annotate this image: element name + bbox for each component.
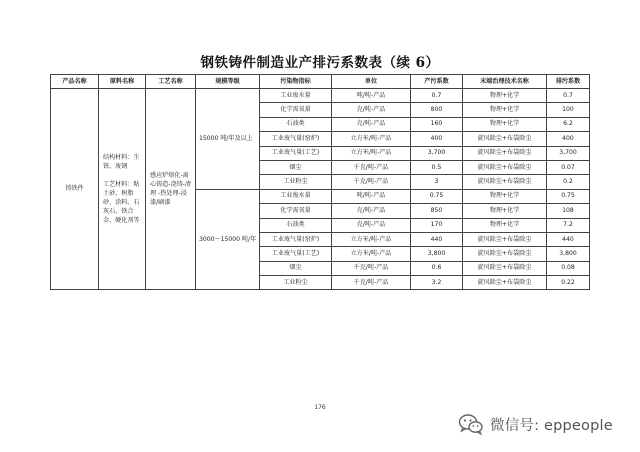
unit-cell: 吨/吨-产品: [332, 89, 411, 103]
unit-cell: 千克/吨-产品: [332, 160, 411, 174]
treatment-tech-cell: 旋风除尘+布袋除尘: [463, 146, 547, 160]
unit-cell: 吨/吨-产品: [332, 189, 411, 203]
discharge-coef-cell: 0.7: [547, 89, 590, 103]
scale-cell: 3000～15000 吨/年: [196, 189, 260, 290]
pollutant-cell: 化学需氧量: [260, 103, 332, 117]
unit-cell: 克/吨-产品: [332, 218, 411, 232]
header-scale: 规模等级: [196, 75, 260, 89]
generation-coef-cell: 400: [411, 132, 463, 146]
treatment-tech-cell: 旋风除尘+布袋除尘: [463, 160, 547, 174]
treatment-tech-cell: 物理+化学: [463, 103, 547, 117]
unit-cell: 立方米/吨-产品: [332, 247, 411, 261]
pollutant-cell: 工业废水量: [260, 89, 332, 103]
generation-coef-cell: 3,800: [411, 247, 463, 261]
emission-coefficient-table: [50, 74, 590, 290]
generation-coef-cell: 3,700: [411, 146, 463, 160]
discharge-coef-cell: 0.07: [547, 160, 590, 174]
pollutant-cell: 烟尘: [260, 261, 332, 275]
unit-cell: 立方米/吨-产品: [332, 232, 411, 246]
unit-cell: 立方米/吨-产品: [332, 132, 411, 146]
discharge-coef-cell: 3,800: [547, 247, 590, 261]
pollutant-cell: 石油类: [260, 218, 332, 232]
treatment-tech-cell: 物理+化学: [463, 117, 547, 131]
header-pollutant: 污染物指标: [260, 75, 332, 89]
treatment-tech-cell: 物理+化学: [463, 189, 547, 203]
material-text: 结构材料：生铁、废钢 工艺材料：粘土砂、树脂砂、涂料、石灰石、铁合金、硬化剂等: [103, 154, 140, 225]
pollutant-cell: 化学需氧量: [260, 204, 332, 218]
pollutant-cell: 工业废气量(窑炉): [260, 232, 332, 246]
header-treatment-tech: 末端治理技术名称: [463, 75, 547, 89]
discharge-coef-cell: 100: [547, 103, 590, 117]
generation-coef-cell: 3: [411, 175, 463, 189]
table-row: [51, 89, 590, 103]
page-title: 钢铁铸件制造业产排污系数表（续 6）: [200, 55, 440, 71]
unit-cell: 千克/吨-产品: [332, 276, 411, 290]
header-unit: 单位: [332, 75, 411, 89]
wechat-icon: [458, 412, 484, 436]
header-material: 原料名称: [99, 75, 146, 89]
process-cell: 感应炉熔化-离心铸造-浇铸-清理 -热处理-浸漆/刷漆: [146, 89, 196, 290]
table-body: [51, 89, 590, 290]
treatment-tech-cell: 旋风除尘+布袋除尘: [463, 261, 547, 275]
discharge-coef-cell: 0.08: [547, 261, 590, 275]
discharge-coef-cell: 400: [547, 132, 590, 146]
discharge-coef-cell: 3,700: [547, 146, 590, 160]
unit-cell: 克/吨-产品: [332, 117, 411, 131]
pollutant-cell: 工业废气量(窑炉): [260, 132, 332, 146]
unit-cell: 千克/吨-产品: [332, 175, 411, 189]
generation-coef-cell: 160: [411, 117, 463, 131]
discharge-coef-cell: 0.22: [547, 276, 590, 290]
generation-coef-cell: 0.6: [411, 261, 463, 275]
generation-coef-cell: 850: [411, 204, 463, 218]
pollutant-cell: 工业废水量: [260, 189, 332, 203]
unit-cell: 克/吨-产品: [332, 103, 411, 117]
watermark-text: 微信号: eppeople: [490, 417, 613, 434]
page-number: 176: [314, 404, 326, 411]
treatment-tech-cell: 旋风除尘+布袋除尘: [463, 232, 547, 246]
generation-coef-cell: 170: [411, 218, 463, 232]
generation-coef-cell: 440: [411, 232, 463, 246]
pollutant-cell: 工业废气量(工艺): [260, 146, 332, 160]
product-cell: 铸铁件: [51, 89, 99, 290]
treatment-tech-cell: 旋风除尘+布袋除尘: [463, 175, 547, 189]
pollutant-cell: 石油类: [260, 117, 332, 131]
unit-cell: 千克/吨-产品: [332, 261, 411, 275]
treatment-tech-cell: 旋风除尘+布袋除尘: [463, 247, 547, 261]
generation-coef-cell: 0.7: [411, 89, 463, 103]
generation-coef-cell: 3.2: [411, 276, 463, 290]
watermark: [458, 412, 613, 436]
generation-coef-cell: 800: [411, 103, 463, 117]
discharge-coef-cell: 0.75: [547, 189, 590, 203]
material-cell: [99, 89, 146, 290]
treatment-tech-cell: 物理+化学: [463, 218, 547, 232]
generation-coef-cell: 0.5: [411, 160, 463, 174]
pollutant-cell: 工业粉尘: [260, 175, 332, 189]
unit-cell: 克/吨-产品: [332, 204, 411, 218]
treatment-tech-cell: 物理+化学: [463, 89, 547, 103]
header-process: 工艺名称: [146, 75, 196, 89]
discharge-coef-cell: 440: [547, 232, 590, 246]
scale-cell: 15000 吨/年及以上: [196, 89, 260, 190]
pollutant-cell: 烟尘: [260, 160, 332, 174]
treatment-tech-cell: 旋风除尘+布袋除尘: [463, 276, 547, 290]
discharge-coef-cell: 108: [547, 204, 590, 218]
unit-cell: 立方米/吨-产品: [332, 146, 411, 160]
header-product: 产品名称: [51, 75, 99, 89]
discharge-coef-cell: 7.2: [547, 218, 590, 232]
pollutant-cell: 工业粉尘: [260, 276, 332, 290]
header-discharge-coef: 排污系数: [547, 75, 590, 89]
treatment-tech-cell: 物理+化学: [463, 204, 547, 218]
treatment-tech-cell: 旋风除尘+布袋除尘: [463, 132, 547, 146]
header-generation-coef: 产污系数: [411, 75, 463, 89]
discharge-coef-cell: 0.2: [547, 175, 590, 189]
generation-coef-cell: 0.75: [411, 189, 463, 203]
discharge-coef-cell: 6.2: [547, 117, 590, 131]
pollutant-cell: 工业废气量(工艺): [260, 247, 332, 261]
table-header-row: [51, 75, 590, 89]
